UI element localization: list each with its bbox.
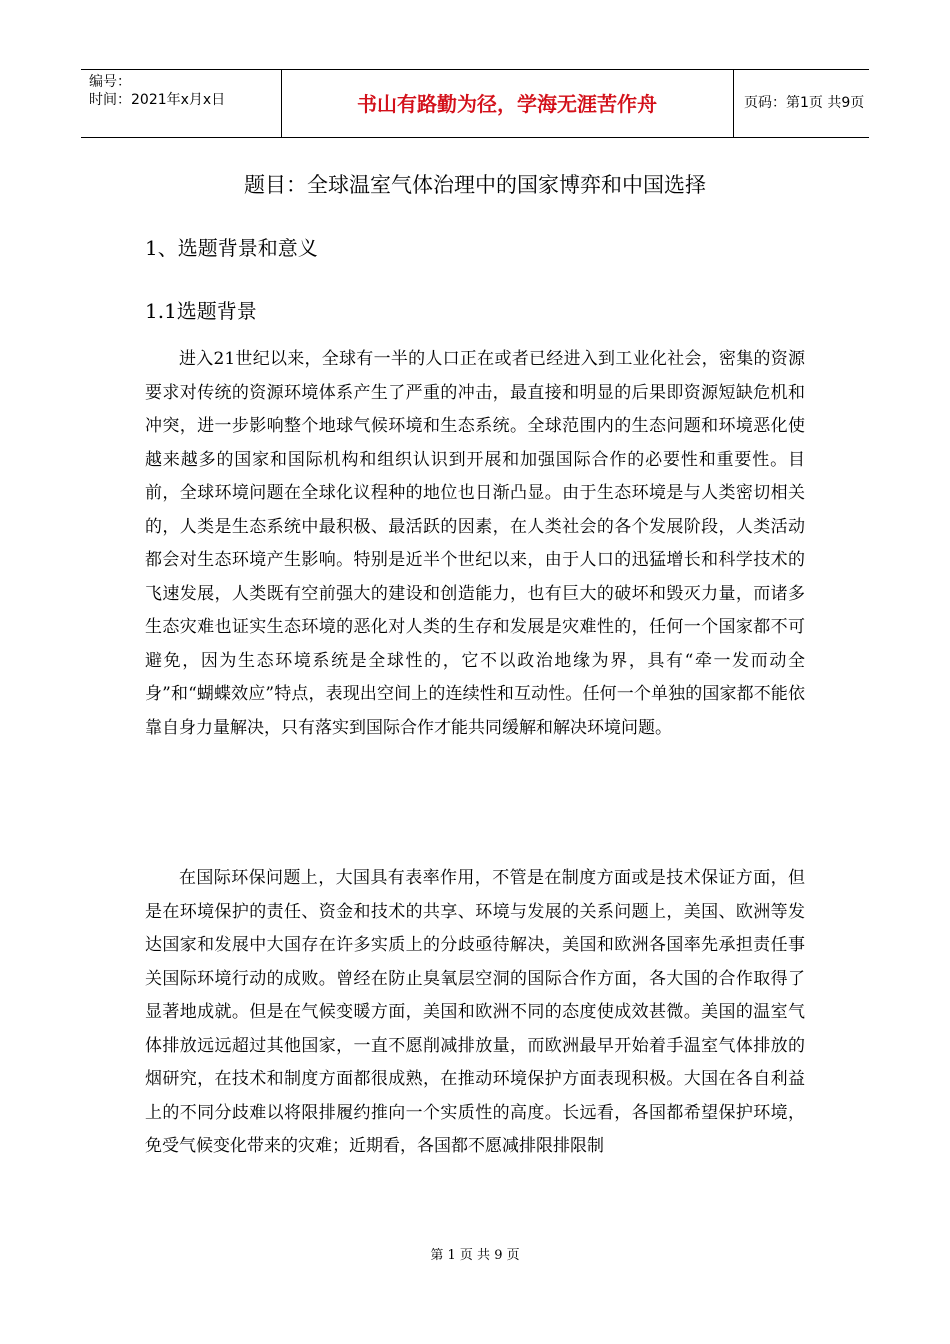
number-label: 编号： bbox=[89, 74, 131, 90]
date-label: 时间：2021年x月x日 bbox=[89, 92, 226, 108]
header-meta-cell bbox=[81, 70, 282, 137]
body-paragraph: 进入21世纪以来，全球有一半的人口正在或者已经进入到工业化社会，密集的资源要求对传统的资源环境体系产生了严重的冲击，最直接和明显的后果即资源短缺危机和冲突，进一步影响整个地球气候环境和生态系统。全球范围内的生态问题和环境恶化使越来越多的国家和国际机构和组织认识到开展和加强国际合作的必要性和重要性。目前，全球环境问题在全球化议程种的地位也日渐凸显。由于生态环境是与人类密切相关的，人类是生态系统中最积极、最活跃的因素，在人类社会的各个发展阶段，人类活动都会对生态环境产生影响。特别是近半个世纪以来，由于人口的迅猛增长和科学技术的飞速发展，人类既有空前强大的建设和创造能力，也有巨大的破坏和毁灭力量，而诸多生态灾难也证实生态环境的恶化对人类的生存和发展是灾难性的，任何一个国家都不可避免，因为生态环境系统是全球性的，它不以政治地缘为界，具有“牵一发而动全身”和“蝴蝶效应”特点，表现出空间上的连续性和互动性。任何一个单独的国家都不能依靠自身力量解决，只有落实到国际合作才能共同缓解和解决环境问题。 bbox=[145, 349, 805, 738]
subsection-heading: 1.1选题背景 bbox=[145, 299, 257, 323]
section-heading: 1、选题背景和意义 bbox=[145, 236, 318, 260]
header-page-code: 页码：第1页 共9页 bbox=[744, 95, 865, 111]
page-footer: 第 1 页 共 9 页 bbox=[430, 1248, 520, 1263]
header-motto: 书山有路勤为径，学海无涯苦作舟 bbox=[357, 92, 657, 116]
header-motto-cell bbox=[281, 70, 734, 137]
header-page-cell bbox=[734, 70, 869, 137]
body-paragraph: 在国际环保问题上，大国具有表率作用，不管是在制度方面或是技术保证方面，但是在环境保护的责任、资金和技术的共享、环境与发展的关系问题上，美国、欧洲等发达国家和发展中大国存在许多实质上的分歧亟待解决，美国和欧洲各国率先承担责任事关国际环境行动的成败。曾经在防止臭氧层空洞的国际合作方面，各大国的合作取得了显著地成就。但是在气候变暖方面，美国和欧洲不同的态度使成效甚微。美国的温室气体排放远远超过其他国家，一直不愿削减排放量，而欧洲最早开始着手温室气体排放的烟研究，在技术和制度方面都很成熟，在推动环境保护方面表现积极。大国在各自利益上的不同分歧难以将限排履约推向一个实质性的高度。长远看，各国都希望保护环境，免受气候变化带来的灾难；近期看，各国都不愿减排限排限制 bbox=[145, 868, 805, 1156]
header-table bbox=[81, 69, 869, 138]
document-title: 题目：全球温室气体治理中的国家博弈和中国选择 bbox=[244, 173, 706, 197]
